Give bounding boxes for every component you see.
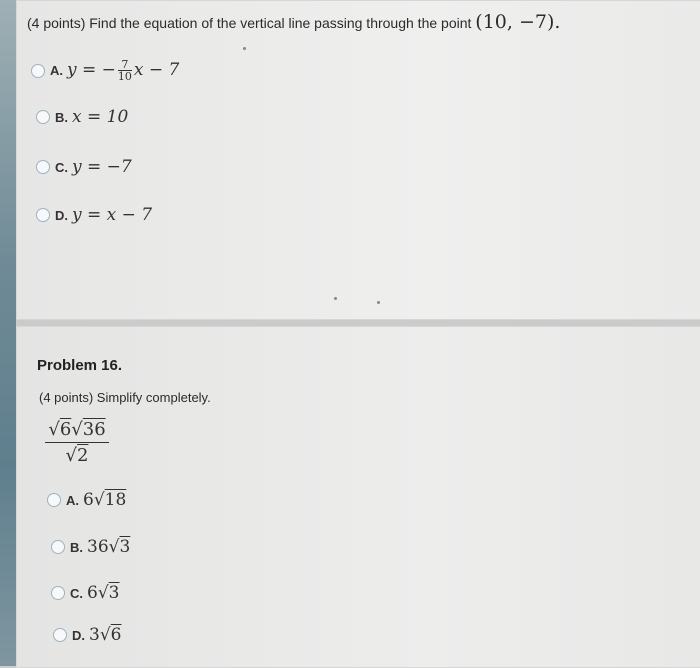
fraction <box>118 59 132 82</box>
q16-option-b[interactable] <box>51 537 130 557</box>
question-card-16 <box>16 326 700 668</box>
radio-icon[interactable] <box>51 540 65 554</box>
option-label: B. <box>55 109 68 125</box>
screen-speck <box>334 297 337 300</box>
radio-icon[interactable] <box>36 160 50 174</box>
expression-fraction <box>45 419 109 466</box>
radicand-den: 2 <box>77 445 89 466</box>
radio-icon[interactable] <box>47 493 61 507</box>
q15-option-a[interactable] <box>31 59 179 82</box>
option-label: A. <box>66 492 79 508</box>
option-expression: y = −7 <box>72 157 132 177</box>
fraction-denominator: 10 <box>117 70 132 83</box>
q15-option-c[interactable] <box>36 157 132 177</box>
option-expression: 6√3 <box>87 583 120 603</box>
option-label: A. <box>50 63 63 78</box>
screen-edge <box>0 0 16 666</box>
option-expression: y = x − 7 <box>72 205 153 225</box>
option-label: C. <box>70 585 83 601</box>
question-15-prompt <box>27 11 560 33</box>
option-label: D. <box>72 627 85 643</box>
radicand: 18 <box>104 490 127 510</box>
radio-icon[interactable] <box>36 110 50 124</box>
radicand-b: 36 <box>82 419 106 440</box>
option-expression: 6√18 <box>83 490 127 510</box>
screen-speck <box>377 301 380 304</box>
option-label: D. <box>55 207 68 223</box>
question-card-15 <box>16 0 700 320</box>
screen-speck <box>243 47 246 50</box>
problem-prompt: (4 points) Simplify completely. <box>39 390 211 405</box>
option-expression <box>67 59 179 82</box>
radio-icon[interactable] <box>51 586 65 600</box>
q15-option-d[interactable] <box>36 205 152 225</box>
expression-denominator: √2 <box>65 445 89 466</box>
option-expression: x = 10 <box>72 107 129 127</box>
question-15-text: (4 points) Find the equation of the vertical line passing through the point <box>27 15 472 31</box>
fraction-numerator: 7 <box>121 58 129 71</box>
radio-icon[interactable] <box>36 208 50 222</box>
radicand: 6 <box>110 625 122 645</box>
expr-lhs: y = − <box>67 60 116 80</box>
expression-numerator: √6√36 <box>48 419 106 440</box>
option-label: B. <box>70 539 83 555</box>
coefficient: 6 <box>83 490 94 510</box>
radicand: 3 <box>119 537 131 557</box>
q16-option-c[interactable] <box>51 583 120 603</box>
q16-option-a[interactable] <box>47 490 126 510</box>
radio-icon[interactable] <box>31 64 45 78</box>
radicand-a: 6 <box>59 419 72 440</box>
option-label: C. <box>55 159 68 175</box>
radicand: 3 <box>108 583 120 603</box>
q16-option-d[interactable] <box>53 625 122 645</box>
question-15-point: (10, −7). <box>475 11 561 33</box>
coefficient: 3 <box>89 625 100 645</box>
coefficient: 6 <box>87 583 98 603</box>
coefficient: 36 <box>87 537 109 557</box>
expr-rhs: x − 7 <box>133 60 180 80</box>
q15-option-b[interactable] <box>36 107 128 127</box>
problem-title: Problem 16. <box>37 357 123 374</box>
option-expression: 3√6 <box>89 625 122 645</box>
option-expression: 36√3 <box>87 537 131 557</box>
radio-icon[interactable] <box>53 628 67 642</box>
